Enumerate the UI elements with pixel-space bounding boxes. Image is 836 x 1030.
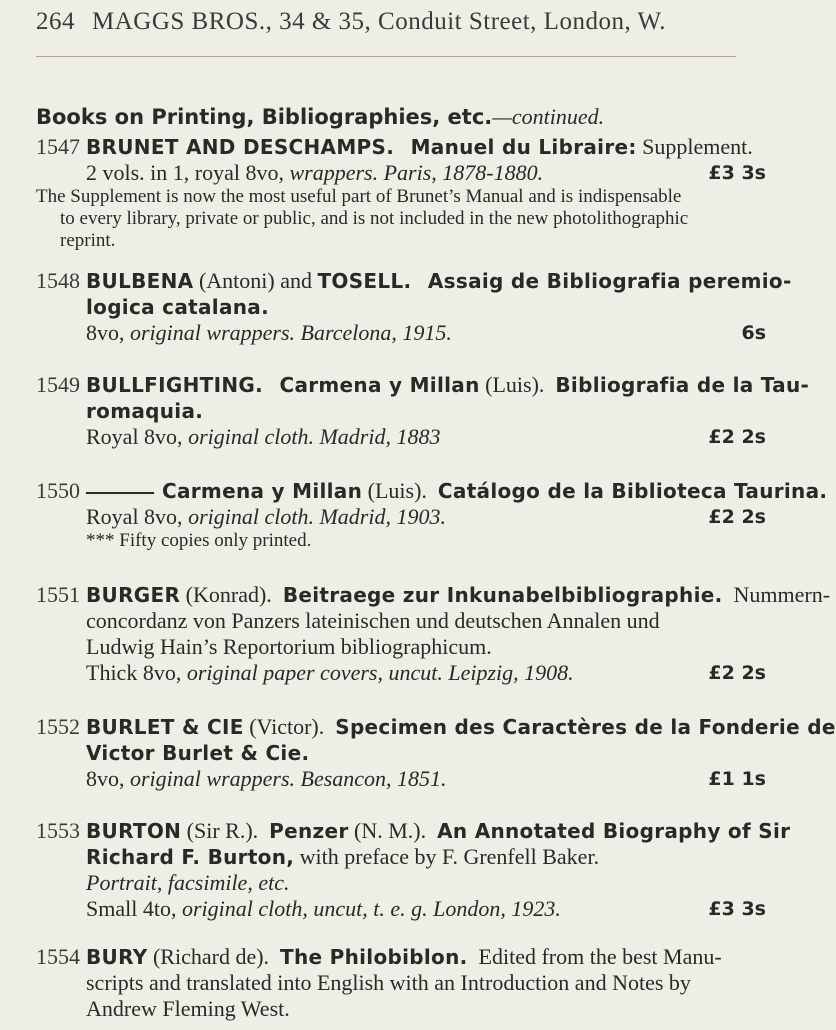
lot-number: 1553 xyxy=(36,818,80,843)
entry-title-author-detail: (N. M.). xyxy=(354,818,427,843)
entry-price: £3 3s xyxy=(708,898,766,920)
section-title xyxy=(36,104,604,130)
running-head xyxy=(36,8,776,36)
lot-number: 1548 xyxy=(36,268,80,293)
entry-author-detail: (Richard de). xyxy=(152,944,270,969)
entry-title: Specimen des Caractères de la Fonderie de xyxy=(335,715,836,739)
entry-title-cont: Richard F. Burton, xyxy=(86,845,295,869)
entry-heading: BURTON xyxy=(86,819,182,843)
entry-price: £2 2s xyxy=(708,426,766,448)
entry-heading: BRUNET AND DESCHAMPS. xyxy=(86,135,395,159)
entry-title-author: Penzer xyxy=(269,819,349,843)
entry-text-line: concordanz von Panzers lateinischen und deutschen Annalen und xyxy=(86,608,660,633)
entry-author-detail: (Antoni) and xyxy=(198,268,312,293)
entry-price: £3 3s xyxy=(708,162,766,184)
entry-title: Assaig de Bibliografia peremio- xyxy=(427,269,792,293)
section-continued: —continued. xyxy=(492,104,605,129)
entry-desc-line xyxy=(36,660,766,686)
entry-heading: BULLFIGHTING. xyxy=(86,373,263,397)
entry-1552 xyxy=(36,714,836,792)
lot-number: 1550 xyxy=(36,478,80,503)
entry-text-line: Andrew Fleming West. xyxy=(86,996,290,1021)
entry-title: Bibliografia de la Tau- xyxy=(555,373,810,397)
entry-title-line xyxy=(36,844,766,870)
entry-title-plain: Edited from the best Manu- xyxy=(478,944,722,969)
entry-desc: Small 4to, xyxy=(86,896,177,921)
entry-heading-line xyxy=(36,478,828,504)
entry-1549 xyxy=(36,372,810,450)
entry-heading-line xyxy=(36,818,791,844)
entry-title-line xyxy=(36,398,766,424)
entry-desc-line xyxy=(36,424,766,450)
entry-imprint: original cloth, uncut, t. e. g. London, 1923. xyxy=(181,896,561,921)
entry-1553 xyxy=(36,818,791,922)
entry-1550 xyxy=(36,478,828,552)
entry-heading: BURLET & CIE xyxy=(86,715,244,739)
entry-title: The Philobiblon. xyxy=(280,945,468,969)
entry-desc-line xyxy=(36,766,766,792)
entry-1551 xyxy=(36,582,831,686)
entry-desc-line xyxy=(36,504,766,530)
entry-imprint: wrappers. Paris, 1878-1880. xyxy=(289,160,544,185)
entry-price: £2 2s xyxy=(708,662,766,684)
entry-text-line: Portrait, facsimile, etc. xyxy=(86,870,290,895)
entry-desc: Royal 8vo, xyxy=(86,424,183,449)
entry-author-detail: (Luis). xyxy=(367,478,427,503)
entry-title-line xyxy=(36,740,766,766)
lot-number: 1554 xyxy=(36,944,80,969)
entry-imprint: original wrappers. Besancon, 1851. xyxy=(130,766,447,791)
entry-author-detail: (Victor). xyxy=(249,714,325,739)
entry-note-line: reprint. xyxy=(60,230,116,251)
entry-imprint: original wrappers. Barcelona, 1915. xyxy=(130,320,452,345)
entry-heading-line xyxy=(36,582,831,608)
lot-number: 1547 xyxy=(36,134,80,159)
entry-desc: 2 vols. in 1, royal 8vo, xyxy=(86,160,284,185)
lot-number: 1549 xyxy=(36,372,80,397)
publisher-line: MAGGS BROS., 34 & 35, Conduit Street, London, W. xyxy=(92,8,667,35)
entry-heading-line xyxy=(36,714,836,740)
entry-title-plain: with preface by F. Grenfell Baker. xyxy=(299,844,600,869)
entry-imprint: original cloth. Madrid, 1883 xyxy=(188,424,441,449)
entry-title-line xyxy=(36,294,766,320)
entry-heading-2: TOSELL. xyxy=(317,269,412,293)
page-number: 264 xyxy=(36,8,75,35)
entry-price: 6s xyxy=(741,322,766,344)
entry-title-cont: romaquia. xyxy=(86,399,204,423)
entry-heading-line xyxy=(36,134,766,160)
entry-title: Manuel du Libraire: xyxy=(410,135,637,159)
entry-title-cont: logica catalana. xyxy=(86,295,269,319)
entry-heading: BURY xyxy=(86,945,148,969)
entry-author-detail: (Sir R.). xyxy=(186,818,259,843)
entry-1548 xyxy=(36,268,792,346)
lot-number: 1552 xyxy=(36,714,80,739)
header-rule xyxy=(36,56,736,57)
entry-desc: 8vo, xyxy=(86,766,125,791)
entry-desc-line xyxy=(36,320,766,346)
entry-author: Carmena y Millan xyxy=(162,479,363,503)
entry-price: £2 2s xyxy=(708,506,766,528)
entry-desc: 8vo, xyxy=(86,320,125,345)
entry-desc-line xyxy=(36,160,766,186)
entry-note-line: The Supplement is now the most useful part of Brunet’s Manual and is indispensable xyxy=(36,186,682,207)
entry-title-plain: Nummern- xyxy=(733,582,831,607)
entry-imprint: original cloth. Madrid, 1903. xyxy=(188,504,446,529)
entry-heading: BURGER xyxy=(86,583,181,607)
entry-heading-line xyxy=(36,372,810,398)
entry-note-line: *** Fifty copies only printed. xyxy=(86,530,312,551)
entry-desc: Thick 8vo, xyxy=(86,660,182,685)
entry-note-line: to every library, private or public, and is not included in the new photolithographic xyxy=(60,208,689,229)
entry-author: Carmena y Millan xyxy=(279,373,480,397)
entry-desc-line xyxy=(36,896,766,922)
entry-author-detail: (Luis). xyxy=(485,372,545,397)
entry-heading-line xyxy=(36,268,792,294)
section-title-text: Books on Printing, Bibliographies, etc. xyxy=(36,105,493,129)
entry-text-line: Ludwig Hain’s Reportorium bibliographicum. xyxy=(86,634,492,659)
entry-1554 xyxy=(36,944,766,1022)
entry-heading-line xyxy=(36,944,766,970)
entry-author-detail: (Konrad). xyxy=(185,582,272,607)
lot-number: 1551 xyxy=(36,582,80,607)
entry-title-cont: Victor Burlet & Cie. xyxy=(86,741,310,765)
entry-subtitle: Supplement. xyxy=(642,134,753,159)
entry-heading: BULBENA xyxy=(86,269,194,293)
entry-desc: Royal 8vo, xyxy=(86,504,183,529)
entry-1547 xyxy=(36,134,766,252)
entry-price: £1 1s xyxy=(708,768,766,790)
entry-title: Beitraege zur Inkunabelbibliographie. xyxy=(282,583,723,607)
entry-imprint: original paper covers, uncut. Leipzig, 1908. xyxy=(186,660,574,685)
entry-text-line: scripts and translated into English with an Introduction and Notes by xyxy=(86,970,691,995)
entry-title: Catálogo de la Biblioteca Taurina. xyxy=(437,479,828,503)
ditto-dash xyxy=(86,492,154,494)
entry-title: An Annotated Biography of Sir xyxy=(437,819,791,843)
